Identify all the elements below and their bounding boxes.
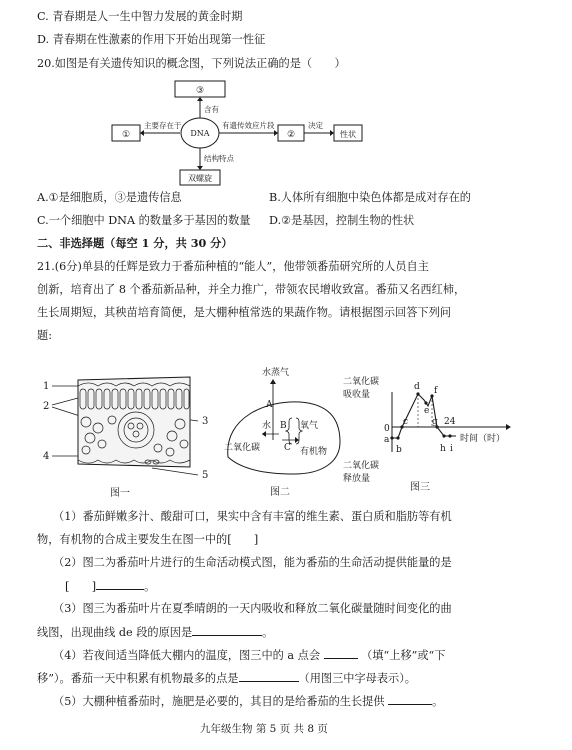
fig3-absorb-line1: 二氧化碳 — [343, 377, 380, 387]
fig2-label-B: B — [280, 421, 287, 431]
fig3-point-i: i — [450, 444, 453, 454]
box-3-label: ③ — [195, 86, 205, 96]
fig3-point-h: h — [440, 444, 446, 454]
label-mainly-in: 主要存在于 — [144, 121, 182, 130]
q21-sub4-text: （4）若夜间适当降低大棚内的温度，图三中的 a 点会 — [53, 649, 321, 662]
fig1-label-1: 1 — [43, 381, 50, 392]
figure-2-leaf-activity — [222, 362, 344, 500]
fig3-point-e: e — [424, 406, 430, 416]
fig1-label-2: 2 — [43, 401, 50, 412]
fig3-x-label: 时间（时） — [460, 434, 506, 444]
q21-sub2-bracket: [ ] — [65, 580, 97, 593]
fig3-caption: 图三 — [410, 482, 430, 493]
fig2-water-vapor: 水蒸气 — [262, 368, 290, 378]
label-determines: 决定 — [308, 121, 323, 130]
q21-sub4-line2 — [37, 670, 416, 686]
fig2-oxygen: 氧气 — [300, 421, 319, 431]
q21-sub5-line — [53, 693, 443, 709]
fig1-label-5: 5 — [202, 470, 209, 481]
fig3-absorb-line2: 吸收量 — [343, 390, 371, 400]
fig3-curve — [392, 394, 456, 438]
q21-intro-line4: 题: — [37, 329, 52, 342]
fig2-caption: 图二 — [270, 487, 290, 498]
fig3-tick-24: 24 — [444, 417, 456, 427]
fig2-co2: 二氧化碳 — [224, 443, 261, 453]
q21-sub1-text: 物，有机物的合成主要发生在图一中的[ ] — [37, 533, 259, 546]
fig3-point-g: g — [432, 417, 438, 427]
fig2-label-A: A — [266, 400, 273, 410]
fig3-point-d: d — [414, 382, 420, 392]
q21-intro-line3: 生长周期短，其秧苗培育简便，是大棚种植常选的果蔬作物。请根据图示回答下列问 — [37, 306, 451, 319]
q21-sub5-text: （5）大棚种植番茄时，施肥是必要的，其目的是给番茄的生长提供 — [53, 695, 385, 708]
q21-sub4-end2: （用图三中字母表示）。 — [298, 672, 416, 685]
q21-sub1-line1: （1）番茄鲜嫩多汁、酸甜可口，果实中含有丰富的维生素、蛋白质和脂肪等有机 — [53, 510, 452, 523]
label-structure: 结构特点 — [204, 154, 234, 163]
fig3-release-line2: 释放量 — [343, 474, 371, 484]
answer-blank-4b[interactable] — [239, 670, 299, 682]
answer-blank-2[interactable] — [96, 578, 144, 590]
fig2-organic: 有机物 — [300, 447, 328, 457]
fig3-point-f: f — [434, 386, 438, 396]
label-contains: 含有 — [204, 105, 219, 114]
q21-sub5-end: 。 — [432, 695, 444, 708]
q21-intro-line1: 21.(6分)单县的任辉是致力于番茄种植的“能人”，他带领番茄研究所的人员自主 — [37, 260, 429, 273]
fig3-zero: 0 — [384, 424, 390, 434]
q20-option-a: A.①是细胞质，③是遗传信息 — [37, 191, 182, 204]
q20-stem: 20.如图是有关遗传知识的概念图，下列说法正确的是（ ） — [37, 57, 346, 70]
label-effect-segment: 有遗传效应片段 — [222, 121, 275, 130]
fig1-label-3: 3 — [202, 416, 209, 427]
q21-sub2-line1: （2）图二为番茄叶片进行的生命活动模式图，能为番茄的生命活动提供能量的是 — [53, 556, 452, 569]
answer-blank-4a[interactable] — [324, 647, 358, 659]
q21-sub3-text: 线图，出现曲线 de 段的原因是 — [37, 626, 193, 639]
answer-blank-3[interactable] — [192, 624, 262, 636]
trait-label: 性状 — [340, 130, 356, 139]
q21-intro-line2: 创新，培育出了 8 个番茄新品种，并全力推广，带领农民增收致富。番茄又名西红柿， — [37, 283, 466, 296]
answer-blank-5[interactable] — [388, 693, 432, 705]
box-2-label: ② — [286, 130, 296, 140]
double-helix-label: 双螺旋 — [188, 174, 212, 183]
dna-label: DNA — [190, 129, 210, 138]
fig3-release-line1: 二氧化碳 — [343, 461, 380, 471]
q21-sub2-line2 — [65, 578, 155, 594]
fig3-point-c: c — [403, 417, 409, 427]
q21-sub1-line2 — [37, 532, 258, 547]
q21-sub3-end: 。 — [262, 626, 274, 639]
q21-sub3-line2 — [37, 624, 273, 640]
fig3-point-b: b — [396, 445, 402, 455]
q21-sub4-line1 — [53, 647, 445, 663]
figure-3-co2-curve — [340, 372, 530, 498]
q20-option-d: D.②是基因，控制生物的性状 — [269, 214, 415, 227]
section-heading: 二、非选择题（每空 1 分，共 30 分） — [37, 236, 233, 250]
q19-option-d: D. 青春期在性激素的作用下开始出现第一性征 — [37, 33, 266, 46]
q19-option-c: C. 青春期是人一生中智力发展的黄金时期 — [37, 10, 243, 23]
concept-map-diagram — [100, 78, 390, 188]
fig1-label-4: 4 — [43, 451, 50, 462]
box-1-label: ① — [121, 130, 131, 140]
q21-sub4-end: （填“上移”或“下 — [361, 649, 446, 662]
q20-option-c: C.一个细胞中 DNA 的数量多于基因的数量 — [37, 214, 251, 227]
q21-sub3-line1: （3）图三为番茄叶片在夏季晴朗的一天内吸收和释放二氧化碳量随时间变化的曲 — [53, 602, 452, 615]
fig2-water: 水 — [262, 421, 272, 431]
fig2-label-C: C — [284, 443, 291, 453]
q21-sub4-text2: 移”）。番茄一天中积累有机物最多的点是 — [37, 672, 239, 685]
figure-1-leaf-section — [40, 372, 220, 502]
fig1-caption: 图一 — [110, 488, 130, 499]
page-footer: 九年级生物 第 5 页 共 8 页 — [200, 723, 328, 735]
q20-option-b: B.人体所有细胞中染色体都是成对存在的 — [269, 191, 471, 204]
leaf-outline — [228, 402, 340, 474]
q21-sub2-end: 。 — [144, 580, 156, 593]
fig3-point-a: a — [384, 435, 390, 445]
